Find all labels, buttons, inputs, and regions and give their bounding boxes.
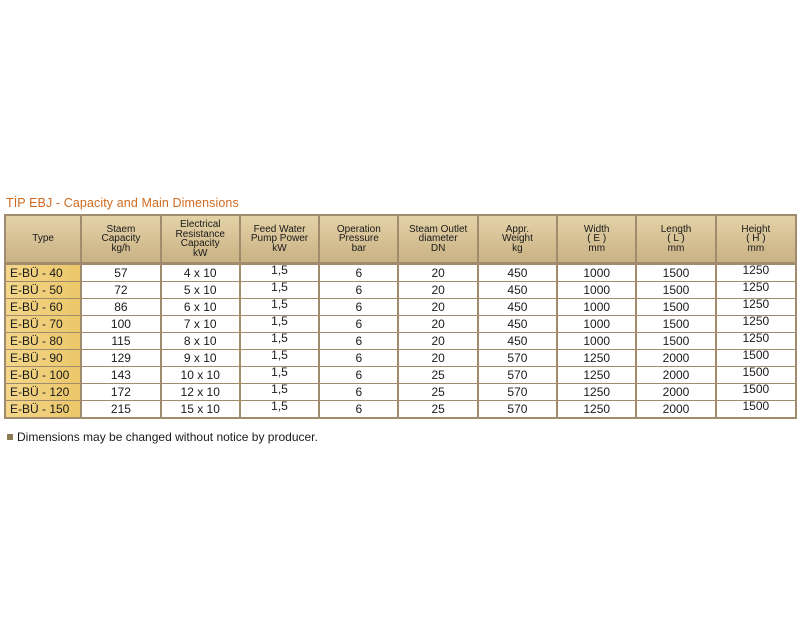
table-cell: 1000 bbox=[557, 282, 636, 299]
table-cell: 12 x 10 bbox=[161, 384, 240, 401]
table-cell: 2000 bbox=[636, 367, 715, 384]
table-row bbox=[6, 350, 795, 367]
table-cell: 20 bbox=[398, 264, 477, 282]
table-cell: 450 bbox=[478, 316, 557, 333]
table-cell: 1,5 bbox=[240, 350, 319, 367]
column-header-line: Operation bbox=[336, 223, 381, 235]
table-cell: 6 bbox=[319, 384, 398, 401]
table-row bbox=[6, 299, 795, 316]
column-header-line: kW bbox=[272, 242, 287, 254]
table-cell: 72 bbox=[81, 282, 160, 299]
table-cell: 115 bbox=[81, 333, 160, 350]
table-cell: 172 bbox=[81, 384, 160, 401]
specs-table-frame bbox=[4, 214, 797, 419]
column-header-line: Electrical bbox=[179, 219, 221, 230]
table-cell: 1,5 bbox=[240, 299, 319, 316]
table-cell: 570 bbox=[478, 401, 557, 418]
column-header-line: DN bbox=[430, 242, 446, 254]
column-header-line: kW bbox=[193, 247, 208, 259]
table-cell: 450 bbox=[478, 299, 557, 316]
column-header bbox=[716, 216, 795, 264]
table-cell: 25 bbox=[398, 367, 477, 384]
column-header-line: kg/h bbox=[111, 242, 131, 254]
column-header-line: bar bbox=[351, 242, 367, 254]
table-row bbox=[6, 333, 795, 350]
column-header-line: ( E ) bbox=[587, 233, 607, 245]
column-header-line: Weight bbox=[501, 233, 533, 245]
table-cell: 1,5 bbox=[240, 401, 319, 418]
column-header bbox=[319, 216, 398, 264]
table-cell: 8 x 10 bbox=[161, 333, 240, 350]
column-header-line: Height bbox=[741, 223, 771, 235]
table-cell: 1,5 bbox=[240, 333, 319, 350]
table-cell: 1500 bbox=[716, 367, 795, 384]
type-cell: E-BÜ - 40 bbox=[6, 264, 81, 282]
type-cell: E-BÜ - 90 bbox=[6, 350, 81, 367]
table-cell: 143 bbox=[81, 367, 160, 384]
table-cell: 1,5 bbox=[240, 264, 319, 282]
column-header-line: Width bbox=[583, 223, 610, 235]
table-cell: 25 bbox=[398, 401, 477, 418]
table-cell: 1250 bbox=[716, 333, 795, 350]
table-row bbox=[6, 401, 795, 418]
column-header bbox=[81, 216, 160, 264]
table-cell: 2000 bbox=[636, 350, 715, 367]
table-cell: 20 bbox=[398, 350, 477, 367]
column-header-line: Capacity bbox=[180, 238, 220, 249]
table-cell: 6 x 10 bbox=[161, 299, 240, 316]
table-cell: 86 bbox=[81, 299, 160, 316]
table-cell: 1500 bbox=[636, 333, 715, 350]
specs-table bbox=[6, 216, 795, 417]
column-header-line: diameter bbox=[418, 233, 458, 245]
table-row bbox=[6, 367, 795, 384]
column-header-line: Feed Water bbox=[253, 223, 306, 235]
column-header-line: Type bbox=[32, 233, 54, 245]
table-cell: 1250 bbox=[716, 264, 795, 282]
table-cell: 1250 bbox=[557, 384, 636, 401]
table-cell: 1000 bbox=[557, 316, 636, 333]
table-cell: 1500 bbox=[716, 401, 795, 418]
table-cell: 6 bbox=[319, 333, 398, 350]
column-header bbox=[240, 216, 319, 264]
footnote bbox=[7, 430, 318, 444]
table-cell: 25 bbox=[398, 384, 477, 401]
column-header bbox=[557, 216, 636, 264]
table-cell: 1250 bbox=[716, 282, 795, 299]
table-cell: 2000 bbox=[636, 401, 715, 418]
table-cell: 20 bbox=[398, 282, 477, 299]
table-cell: 20 bbox=[398, 316, 477, 333]
column-header-line: Staem bbox=[106, 223, 136, 235]
table-cell: 20 bbox=[398, 333, 477, 350]
table-cell: 100 bbox=[81, 316, 160, 333]
table-cell: 7 x 10 bbox=[161, 316, 240, 333]
table-cell: 1250 bbox=[716, 316, 795, 333]
table-cell: 1000 bbox=[557, 299, 636, 316]
column-header bbox=[636, 216, 715, 264]
table-cell: 1250 bbox=[557, 401, 636, 418]
table-cell: 1250 bbox=[557, 367, 636, 384]
table-cell: 1500 bbox=[716, 350, 795, 367]
type-cell: E-BÜ - 150 bbox=[6, 401, 81, 418]
table-cell: 1500 bbox=[636, 282, 715, 299]
table-cell: 1500 bbox=[636, 316, 715, 333]
table-cell: 1,5 bbox=[240, 384, 319, 401]
table-cell: 570 bbox=[478, 367, 557, 384]
type-cell: E-BÜ - 60 bbox=[6, 299, 81, 316]
table-cell: 129 bbox=[81, 350, 160, 367]
table-row bbox=[6, 264, 795, 282]
table-cell: 450 bbox=[478, 264, 557, 282]
table-cell: 15 x 10 bbox=[161, 401, 240, 418]
table-body bbox=[6, 264, 795, 418]
table-cell: 6 bbox=[319, 350, 398, 367]
table-row bbox=[6, 316, 795, 333]
table-cell: 6 bbox=[319, 316, 398, 333]
table-cell: 6 bbox=[319, 264, 398, 282]
table-cell: 10 x 10 bbox=[161, 367, 240, 384]
column-header-line: mm bbox=[747, 242, 765, 254]
table-cell: 1500 bbox=[636, 299, 715, 316]
header-row bbox=[6, 216, 795, 264]
table-cell: 20 bbox=[398, 299, 477, 316]
column-header-line: Pressure bbox=[338, 233, 379, 245]
table-cell: 1,5 bbox=[240, 316, 319, 333]
table-cell: 450 bbox=[478, 333, 557, 350]
column-header bbox=[478, 216, 557, 264]
column-header-line: Capacity bbox=[101, 233, 141, 245]
table-cell: 1500 bbox=[636, 264, 715, 282]
table-row bbox=[6, 384, 795, 401]
table-cell: 1500 bbox=[716, 384, 795, 401]
table-cell: 215 bbox=[81, 401, 160, 418]
type-cell: E-BÜ - 80 bbox=[6, 333, 81, 350]
table-cell: 1250 bbox=[716, 299, 795, 316]
table-cell: 1000 bbox=[557, 333, 636, 350]
column-header-line: ( L ) bbox=[667, 233, 685, 245]
type-cell: E-BÜ - 100 bbox=[6, 367, 81, 384]
table-cell: 1000 bbox=[557, 264, 636, 282]
table-cell: 1250 bbox=[557, 350, 636, 367]
table-cell: 570 bbox=[478, 350, 557, 367]
column-header-line: mm bbox=[588, 242, 606, 254]
column-header-line: Length bbox=[660, 223, 692, 235]
column-header bbox=[6, 216, 81, 264]
column-header-line: ( H ) bbox=[746, 233, 766, 245]
footnote-text: Dimensions may be changed without notice by producer. bbox=[17, 430, 318, 444]
table-cell: 4 x 10 bbox=[161, 264, 240, 282]
column-header bbox=[161, 216, 240, 264]
column-header bbox=[398, 216, 477, 264]
table-cell: 5 x 10 bbox=[161, 282, 240, 299]
type-cell: E-BÜ - 50 bbox=[6, 282, 81, 299]
column-header-line: Appr. bbox=[505, 223, 530, 235]
column-header-line: Pump Power bbox=[250, 233, 309, 245]
type-cell: E-BÜ - 70 bbox=[6, 316, 81, 333]
table-cell: 570 bbox=[478, 384, 557, 401]
table-cell: 450 bbox=[478, 282, 557, 299]
square-bullet-icon bbox=[7, 434, 13, 440]
column-header-line: Resistance bbox=[175, 228, 225, 240]
table-row bbox=[6, 282, 795, 299]
table-cell: 57 bbox=[81, 264, 160, 282]
table-cell: 2000 bbox=[636, 384, 715, 401]
type-cell: E-BÜ - 120 bbox=[6, 384, 81, 401]
table-cell: 1,5 bbox=[240, 282, 319, 299]
column-header-line: Steam Outlet bbox=[408, 223, 468, 235]
table-cell: 1,5 bbox=[240, 367, 319, 384]
column-header-line: mm bbox=[667, 242, 685, 254]
table-cell: 6 bbox=[319, 367, 398, 384]
table-title: TİP EBJ - Capacity and Main Dimensions bbox=[6, 196, 239, 210]
table-cell: 9 x 10 bbox=[161, 350, 240, 367]
table-cell: 6 bbox=[319, 282, 398, 299]
table-cell: 6 bbox=[319, 401, 398, 418]
table-cell: 6 bbox=[319, 299, 398, 316]
column-header-line: kg bbox=[512, 242, 523, 254]
